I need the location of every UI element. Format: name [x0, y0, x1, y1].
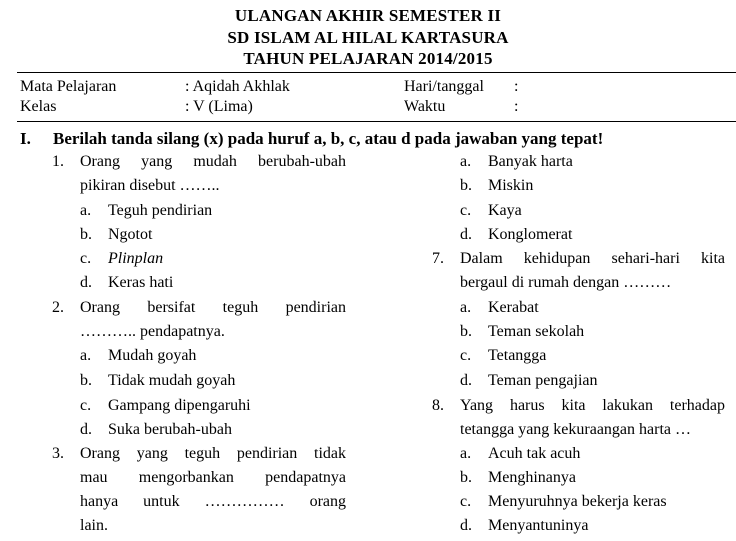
date-value: :	[514, 78, 519, 95]
question-1-option-c[interactable]	[80, 247, 163, 271]
instruction-text: Berilah tanda silang (x) pada huruf a, b, c, atau d pada jawaban yang tepat!	[53, 129, 604, 148]
option-text: Teguh pendirian	[108, 202, 213, 219]
question-8-line-2: tetangga yang kekuraangan harta …	[460, 421, 692, 438]
option-text: Plinplan	[108, 250, 164, 267]
option-letter: a.	[460, 445, 472, 462]
option-letter: a.	[460, 299, 472, 316]
question-8-line-1: Yang harus kita lakukan terhadap	[460, 397, 725, 414]
academic-year: TAHUN PELAJARAN 2014/2015	[243, 49, 493, 68]
question-8-option-a[interactable]	[460, 442, 580, 466]
time-label: Waktu	[404, 98, 446, 115]
option-letter: a.	[80, 202, 92, 219]
option-letter: c.	[460, 493, 472, 510]
class-value: : V (Lima)	[185, 98, 253, 115]
question-2-option-b[interactable]	[80, 369, 235, 393]
option-letter: b.	[80, 226, 92, 243]
question-1-line-2: pikiran disebut ……..	[80, 177, 220, 194]
option-text: Ngotot	[108, 226, 153, 243]
question-1-option-b[interactable]	[80, 223, 152, 247]
option-text: Teman sekolah	[488, 323, 585, 340]
option-text: Miskin	[488, 177, 534, 194]
time-value: :	[514, 98, 519, 115]
option-text: Gampang dipengaruhi	[108, 397, 251, 414]
option-text: Keras hati	[108, 274, 174, 291]
option-letter: b.	[460, 323, 472, 340]
option-letter: d.	[80, 421, 92, 438]
option-text: Konglomerat	[488, 226, 573, 243]
question-8-option-c[interactable]	[460, 490, 667, 514]
header-divider-top	[17, 72, 736, 73]
option-letter: a.	[80, 347, 92, 364]
option-letter: c.	[460, 202, 472, 219]
date-label: Hari/tanggal	[404, 78, 484, 95]
question-6-option-d[interactable]	[460, 223, 572, 247]
subject-value: : Aqidah Akhlak	[185, 78, 290, 95]
header-divider-bottom	[17, 121, 736, 122]
option-text: Tidak mudah goyah	[108, 372, 236, 389]
section-number: I.	[20, 129, 31, 148]
option-letter: d.	[80, 274, 92, 291]
option-text: Kaya	[488, 202, 522, 219]
option-text: Suka berubah-ubah	[108, 421, 232, 438]
option-letter: c.	[80, 250, 92, 267]
option-text: Teman pengajian	[488, 372, 598, 389]
school-name: SD ISLAM AL HILAL KARTASURA	[227, 28, 509, 47]
exam-title: ULANGAN AKHIR SEMESTER II	[234, 6, 502, 25]
question-1-option-a[interactable]	[80, 199, 212, 223]
question-2-option-a[interactable]	[80, 344, 196, 368]
option-text: Acuh tak acuh	[488, 445, 581, 462]
question-2-option-c[interactable]	[80, 394, 251, 418]
option-letter: d.	[460, 372, 472, 389]
question-6-option-b[interactable]	[460, 174, 533, 198]
question-2-line-2: ……….. pendapatnya.	[80, 323, 225, 340]
question-7-line-2: bergaul di rumah dengan ………	[460, 274, 672, 291]
section-instruction	[20, 128, 603, 150]
question-6-option-c[interactable]	[460, 199, 522, 223]
option-letter: d.	[460, 226, 472, 243]
question-1-number: 1.	[52, 153, 64, 170]
option-letter: b.	[80, 372, 92, 389]
option-text: Menyantuninya	[488, 517, 589, 534]
question-2-number: 2.	[52, 299, 64, 316]
question-8-option-b[interactable]	[460, 466, 576, 490]
question-7-option-d[interactable]	[460, 369, 598, 393]
question-6-option-a[interactable]	[460, 150, 573, 174]
option-text: Kerabat	[488, 299, 539, 316]
question-2-line-1: Orang bersifat teguh pendirian	[80, 299, 346, 316]
question-1-option-d[interactable]	[80, 271, 173, 295]
option-letter: a.	[460, 153, 472, 170]
subject-label: Mata Pelajaran	[20, 78, 117, 95]
question-3-number: 3.	[52, 445, 64, 462]
option-text: Banyak harta	[488, 153, 573, 170]
option-letter: b.	[460, 177, 472, 194]
question-3-line-1: Orang yang teguh pendirian tidak	[80, 445, 346, 462]
option-letter: c.	[80, 397, 92, 414]
class-label: Kelas	[20, 98, 57, 115]
question-7-option-c[interactable]	[460, 344, 546, 368]
option-letter: c.	[460, 347, 472, 364]
question-8-option-d[interactable]	[460, 514, 588, 538]
option-text: Mudah goyah	[108, 347, 197, 364]
question-3-line-2: mau mengorbankan pendapatnya	[80, 469, 346, 486]
option-letter: d.	[460, 517, 472, 534]
option-letter: b.	[460, 469, 472, 486]
question-7-number: 7.	[432, 250, 444, 267]
option-text: Menyuruhnya bekerja keras	[488, 493, 667, 510]
option-text: Tetangga	[488, 347, 547, 364]
question-7-option-b[interactable]	[460, 320, 584, 344]
question-2-option-d[interactable]	[80, 418, 232, 442]
question-7-option-a[interactable]	[460, 296, 539, 320]
option-text: Menghinanya	[488, 469, 576, 486]
question-3-line-3: hanya untuk …………… orang	[80, 493, 346, 510]
question-7-line-1: Dalam kehidupan sehari-hari kita	[460, 250, 725, 267]
question-1-line-1: Orang yang mudah berubah-ubah	[80, 153, 346, 170]
question-3-line-4: lain.	[80, 517, 108, 534]
question-8-number: 8.	[432, 397, 444, 414]
